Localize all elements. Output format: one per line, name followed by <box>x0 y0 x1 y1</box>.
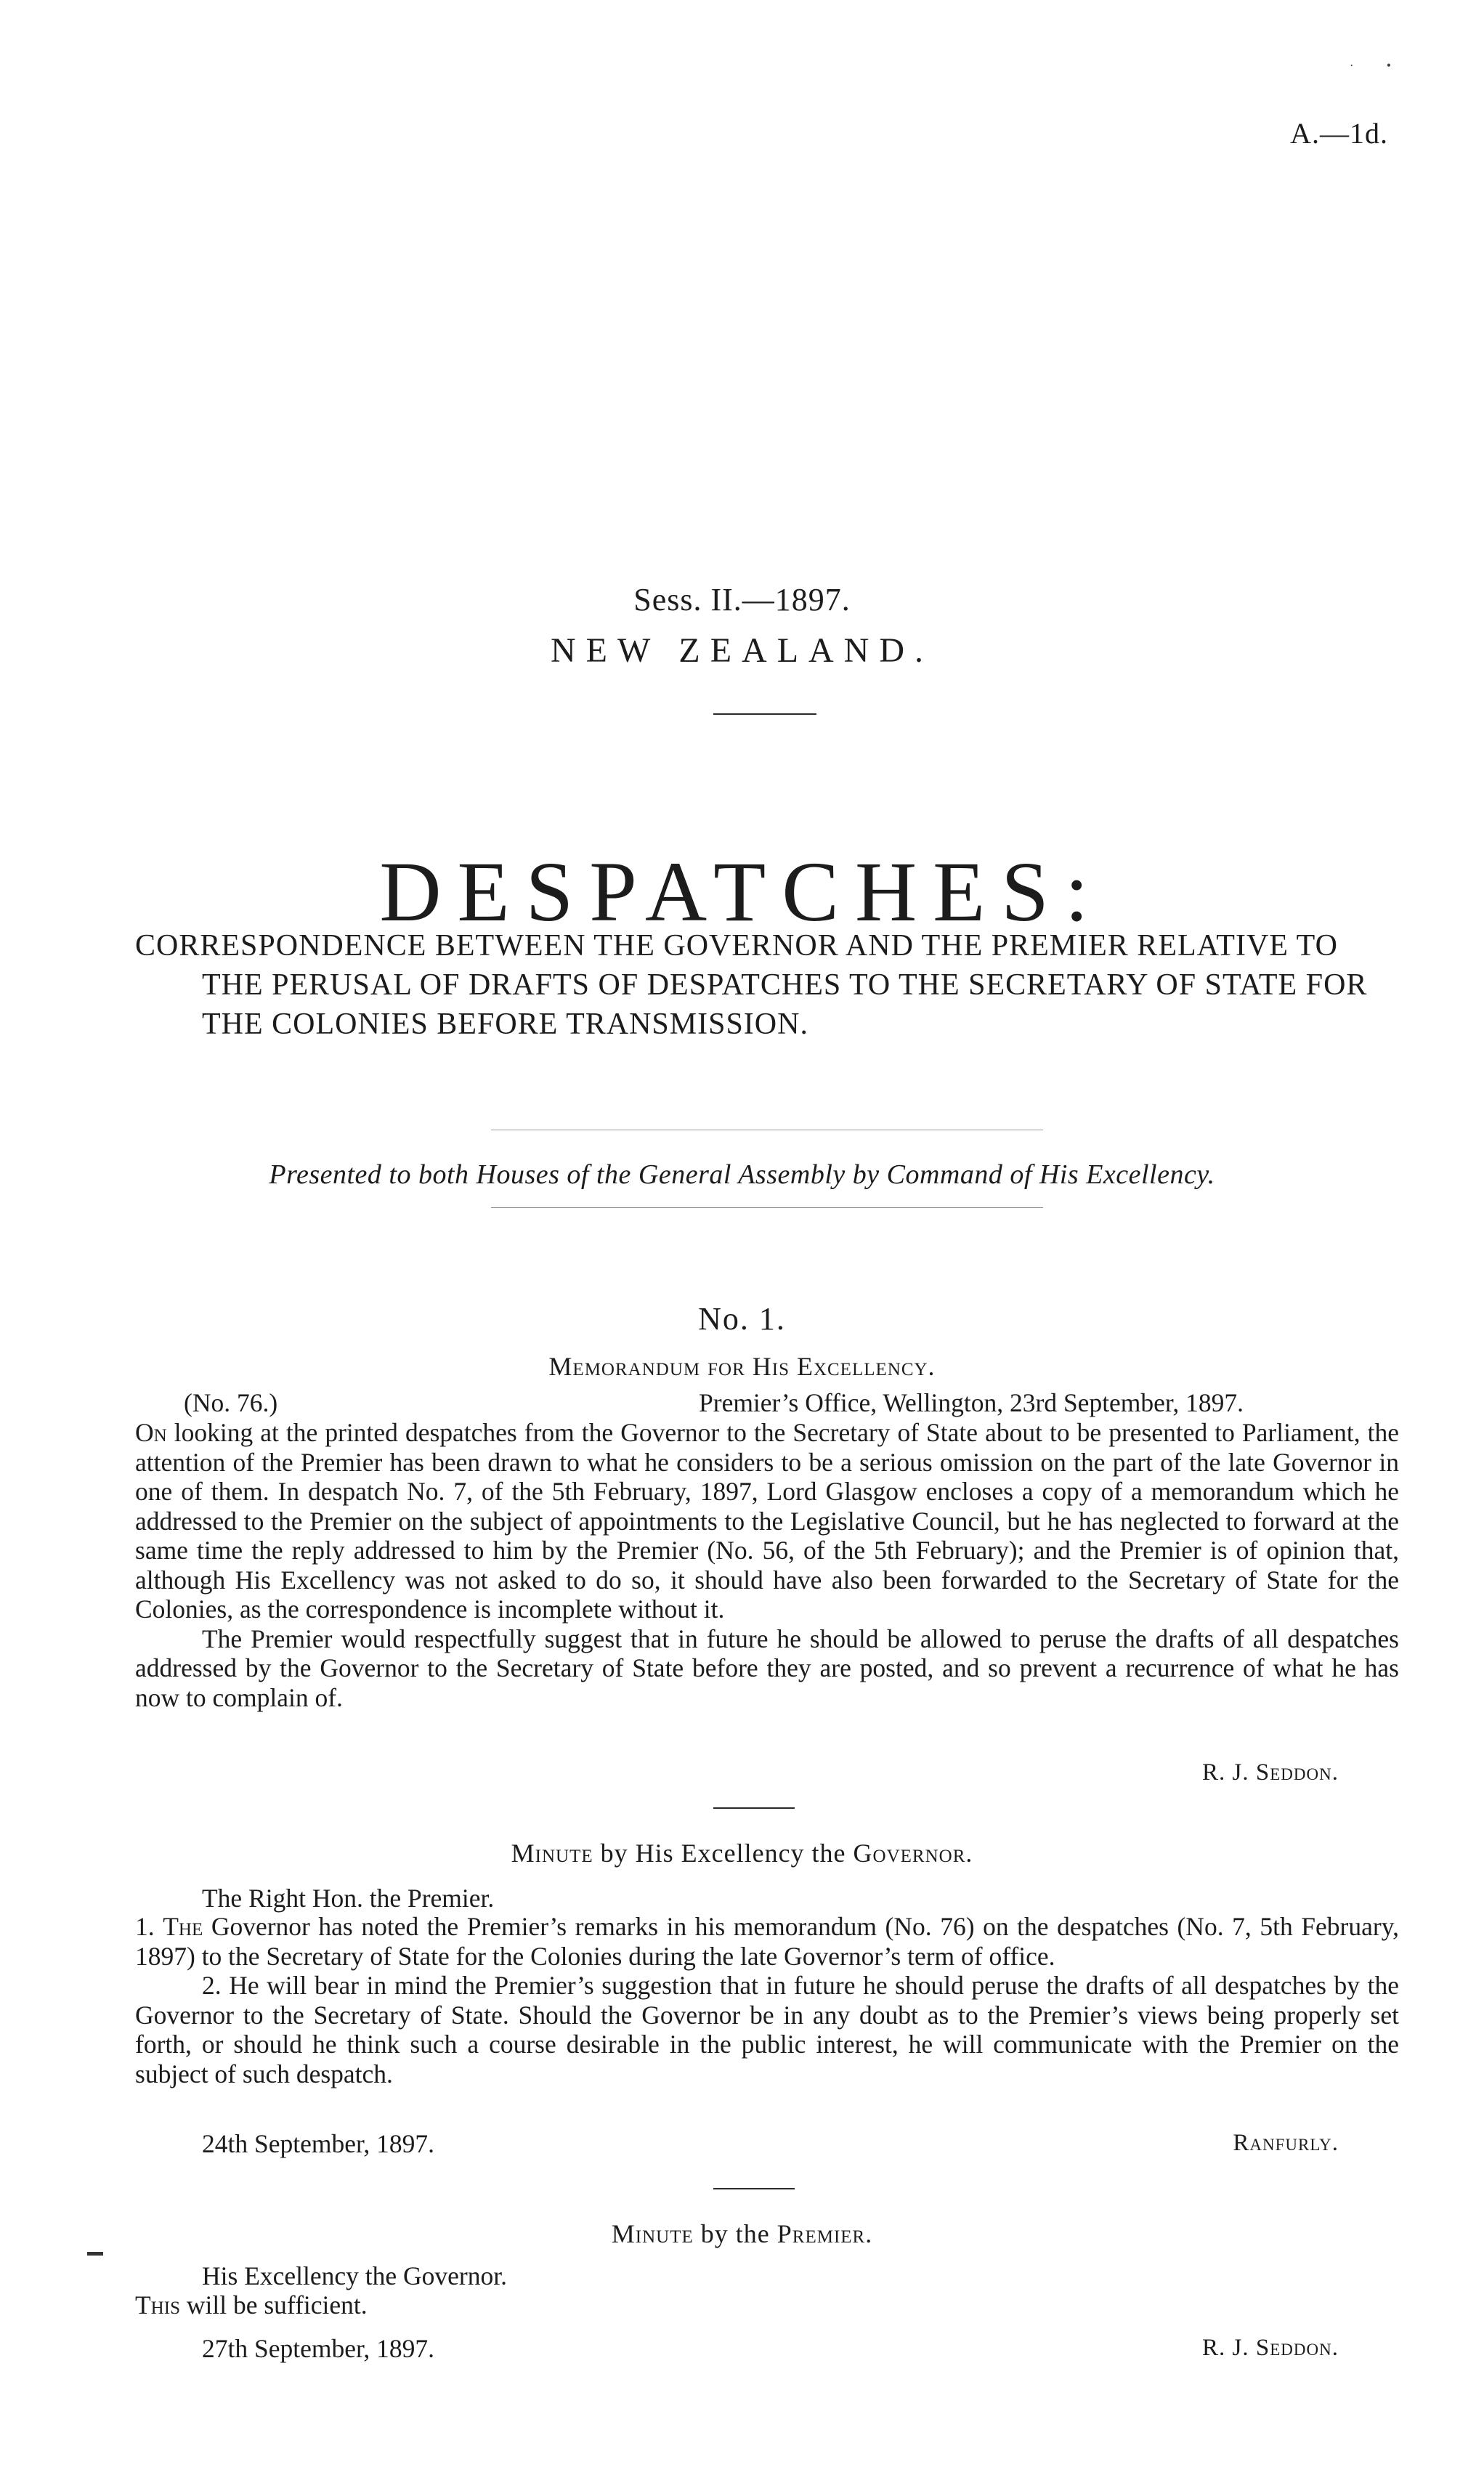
divider-rule <box>713 1807 795 1809</box>
subtitle-line: THE PERUSAL OF DRAFTS OF DESPATCHES TO THE SECRETARY OF STATE FOR <box>202 968 1368 1002</box>
minute-item: 2. He will bear in mind the Premier’s suggestion that in future he should peruse the drafts of all despatches by the Governor to the Secretary of State. Should the Governor be in any doubt as to the Premier’s views being properly set forth, or should he think such a course desirable in the public interest, he will communicate with the Premier on the subject of such despatch. <box>135 1971 1399 2088</box>
premier-minute-signature: R. J. Seddon. <box>1202 2335 1339 2361</box>
document-title: DESPATCHES: <box>379 844 1105 939</box>
country-line: NEW ZEALAND. <box>550 631 934 670</box>
premier-minute-heading: Minute by the Premier. <box>611 2219 873 2248</box>
session-line: Sess. II.—1897. <box>633 582 851 617</box>
governor-minute-addressee: The Right Hon. the Premier. <box>202 1884 495 1913</box>
divider-rule <box>491 1207 1043 1208</box>
governor-minute-body <box>135 1912 1399 2088</box>
premier-minute-text: This will be sufficient. <box>135 2290 368 2319</box>
memo-paragraph <box>135 1418 1399 1624</box>
memo-paragraph: The Premier would respectfully suggest that in future he should be allowed to peruse the drafts of all despatches addressed by the Governor to the Secretary of State before they are posted, and so prevent a recurrence of what he has now to complain of. <box>135 1624 1399 1712</box>
paper-serial-number: A.—1d. <box>1290 117 1388 150</box>
memo-opening-word: On <box>135 1418 167 1447</box>
premier-minute-addressee: His Excellency the Governor. <box>202 2261 507 2290</box>
presentation-note: Presented to both Houses of the General Assembly by Command of His Excellency. <box>269 1159 1215 1190</box>
divider-rule <box>713 2188 795 2189</box>
subtitle-line: THE COLONIES BEFORE TRANSMISSION. <box>202 1008 808 1041</box>
governor-minute-signature: Ranfurly. <box>1233 2130 1339 2156</box>
subtitle-line: CORRESPONDENCE BETWEEN THE GOVERNOR AND THE PREMIER RELATIVE TO <box>135 929 1338 963</box>
document-number: No. 1. <box>698 1301 786 1337</box>
governor-minute-heading: Minute by His Excellency the Governor. <box>511 1839 973 1868</box>
minute-item: 1. The Governor has noted the Premier’s remarks in his memorandum (No. 76) on the despatches (No. 7, 5th February, 1897) to the Secretary of State for the Colonies during the late Governor’s term of office. <box>135 1912 1400 1971</box>
premier-minute-date: 27th September, 1897. <box>202 2334 435 2363</box>
memo-signature: R. J. Seddon. <box>1202 1759 1339 1786</box>
memo-body <box>135 1418 1399 1712</box>
memo-paragraph-text: looking at the printed despatches from the Governor to the Secretary of State about to be presented to Parliament, the attention of the Premier has been drawn to what he considers to be a serious omission on the part of the late Governor in one of them. In despatch No. 7, of the 5th February, 1897, Lord Glasgow encloses a copy of a memorandum which he addressed to the Premier on the subject of appointments to the Legislative Council, but he has neglected to forward at the same time the reply addressed to him by the Premier (No. 56, of the 5th February); and the Premier is of opinion that, although His Excellency was not asked to do so, it should have also been forwarded to the Secretary of State for the Colonies, as the correspondence is incomplete without it. <box>135 1418 1399 1624</box>
memo-reference: (No. 76.) <box>184 1388 278 1417</box>
document-subtitle <box>135 926 1414 1044</box>
divider-rule <box>713 713 816 715</box>
memo-dateline: Premier’s Office, Wellington, 23rd September, 1897. <box>699 1388 1244 1417</box>
margin-mark <box>87 2252 103 2256</box>
memorandum-heading: Memorandum for His Excellency. <box>548 1352 936 1381</box>
governor-minute-date: 24th September, 1897. <box>202 2129 435 2158</box>
print-specks: · • <box>1349 58 1391 73</box>
